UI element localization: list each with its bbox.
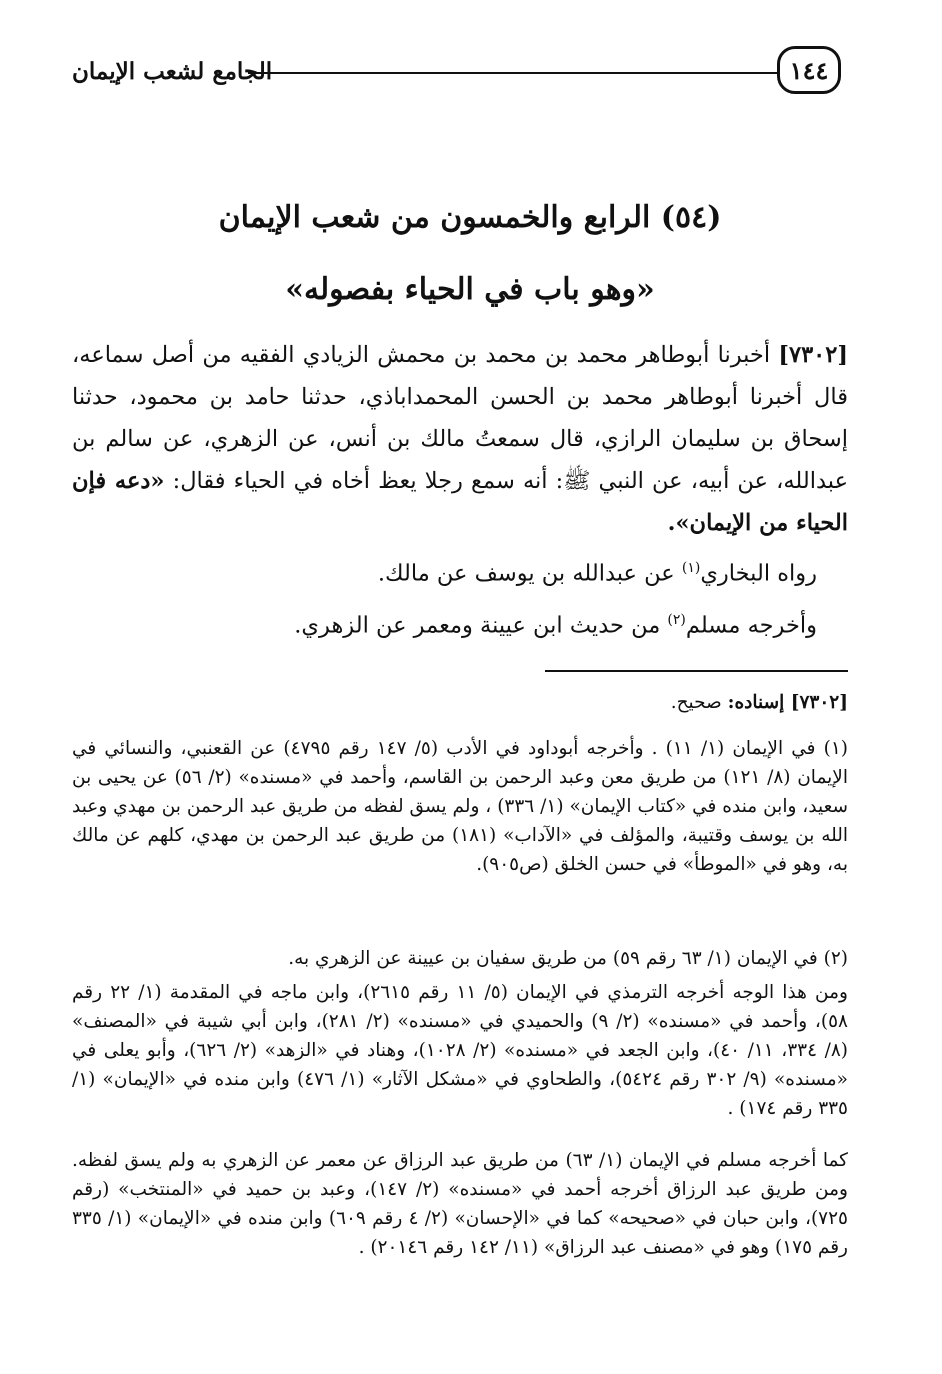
narration-text: عن عبدالله بن يوسف عن مالك. bbox=[377, 560, 682, 587]
grading-value: صحيح. bbox=[670, 692, 722, 713]
grading-label: [٧٣٠٢] إسناده: bbox=[727, 692, 848, 713]
footnote-2-main: (٢) في الإيمان (١/ ٦٣ رقم ٥٩) من طريق سفيان بن عيينة عن الزهري به. bbox=[288, 948, 848, 969]
footnote-1: (١) في الإيمان (١/ ١١) . وأخرجه أبوداود في الأدب (٥/ ١٤٧ رقم ٤٧٩٥) عن القعنبي، والنسائي في الإيمان (٨/ ١٢١) من طريق معن وعبد الرحمن بن القاسم، وأحمد في «مسنده» (٢/ ٥٦) عن يحيى بن سعيد، وابن منده في «كتاب الإيمان» (١/ ٣٣٦) ، ولم يسق لفظه من طريق عبد الرحمن بن مهدي وعبد الله بن يوسف وقتيبة، والمؤلف في «الآداب» (١٨١) من طريق عبد الرحمن بن مهدي، كلهم عن مالك به، وهو في «الموطأ» في حسن الخلق (ص٩٠٥). bbox=[72, 738, 849, 875]
narration-text: وأخرجه مسلم bbox=[685, 612, 817, 639]
narration-bukhari bbox=[217, 560, 817, 587]
hadith-isnad: أخبرنا أبوطاهر محمد بن محمد بن محمش الزيادي الفقيه من أصل سماعه، قال أخبرنا أبوطاهر محمد بن الحسن المحمداباذي، حدثنا حامد بن محمود، حدثنا إسحاق بن سليمان الرازي، قال سمعتُ مالك بن أنس، عن الزهري، عن سالم بن عبدالله، عن أبيه، عن النبي ﷺ: أنه سمع رجلا يعظ أخاه في الحياء فقال: bbox=[72, 342, 848, 494]
footnote-ref-2[interactable]: (٢) bbox=[667, 612, 686, 628]
footnote-2-abdurrazzaq: كما أخرجه مسلم في الإيمان (١/ ٦٣) من طريق عبد الرزاق عن معمر عن الزهري به ولم يسق لفظه. ومن طريق عبد الرزاق أخرجه أحمد في «مسنده» (٢/ ١٤٧)، وعبد بن حميد في «المنتخب» (رقم ٧٢٥)، وابن حبان في «صحيحه» كما في «الإحسان» (٢/ ٤ رقم ٦٠٩) وابن منده في «الإيمان» (١/ ٣٣٥ رقم ١٧٥) وهو في «مصنف عبد الرزاق» (١١/ ١٤٢ رقم ٢٠١٤٦) . bbox=[72, 1150, 848, 1258]
narration-text: من حديث ابن عيينة ومعمر عن الزهري. bbox=[294, 612, 668, 639]
footnote-ref-1[interactable]: (١) bbox=[681, 560, 701, 576]
footnote-separator bbox=[545, 670, 848, 672]
page-number: ١٤٤ bbox=[777, 46, 841, 94]
footnote-grading bbox=[72, 688, 848, 717]
footnote-2-parallels: ومن هذا الوجه أخرجه الترمذي في الإيمان (٥/ ١١ رقم ٢٦١٥)، وابن ماجه في المقدمة (١/ ٢٢ رقم ٥٨)، وأحمد في «مسنده» (٢/ ٩) والحميدي في «مسنده» (٢/ ٢٨١)، وابن أبي شيبة في «المصنف» (٨/ ٣٣٤، ١١/ ٤٠)، وابن الجعد في «مسنده» (٢/ ١٠٢٨)، وهناد في «الزهد» (٢/ ٦٢٦)، وأبو يعلى في «مسنده» (٩/ ٣٠٢ رقم ٥٤٢٤)، والطحاوي في «مشكل الآثار» (١/ ٤٧٦) وابن منده في «الإيمان» (١/ ٣٣٥ رقم ١٧٤) . bbox=[72, 982, 848, 1119]
chapter-title: (٥٤) الرابع والخمسون من شعب الإيمان bbox=[218, 200, 722, 235]
chapter-subtitle: «وهو باب في الحياء بفصوله» bbox=[285, 272, 655, 307]
hadith-matn: «دعه فإن الحياء من الإيمان». bbox=[72, 468, 848, 536]
narration-text: رواه البخاري bbox=[700, 560, 817, 587]
running-title: الجامع لشعب الإيمان bbox=[72, 58, 273, 85]
hadith-number: [٧٣٠٢] bbox=[778, 342, 848, 368]
narration-muslim bbox=[217, 612, 817, 639]
hadith-text bbox=[72, 334, 848, 544]
